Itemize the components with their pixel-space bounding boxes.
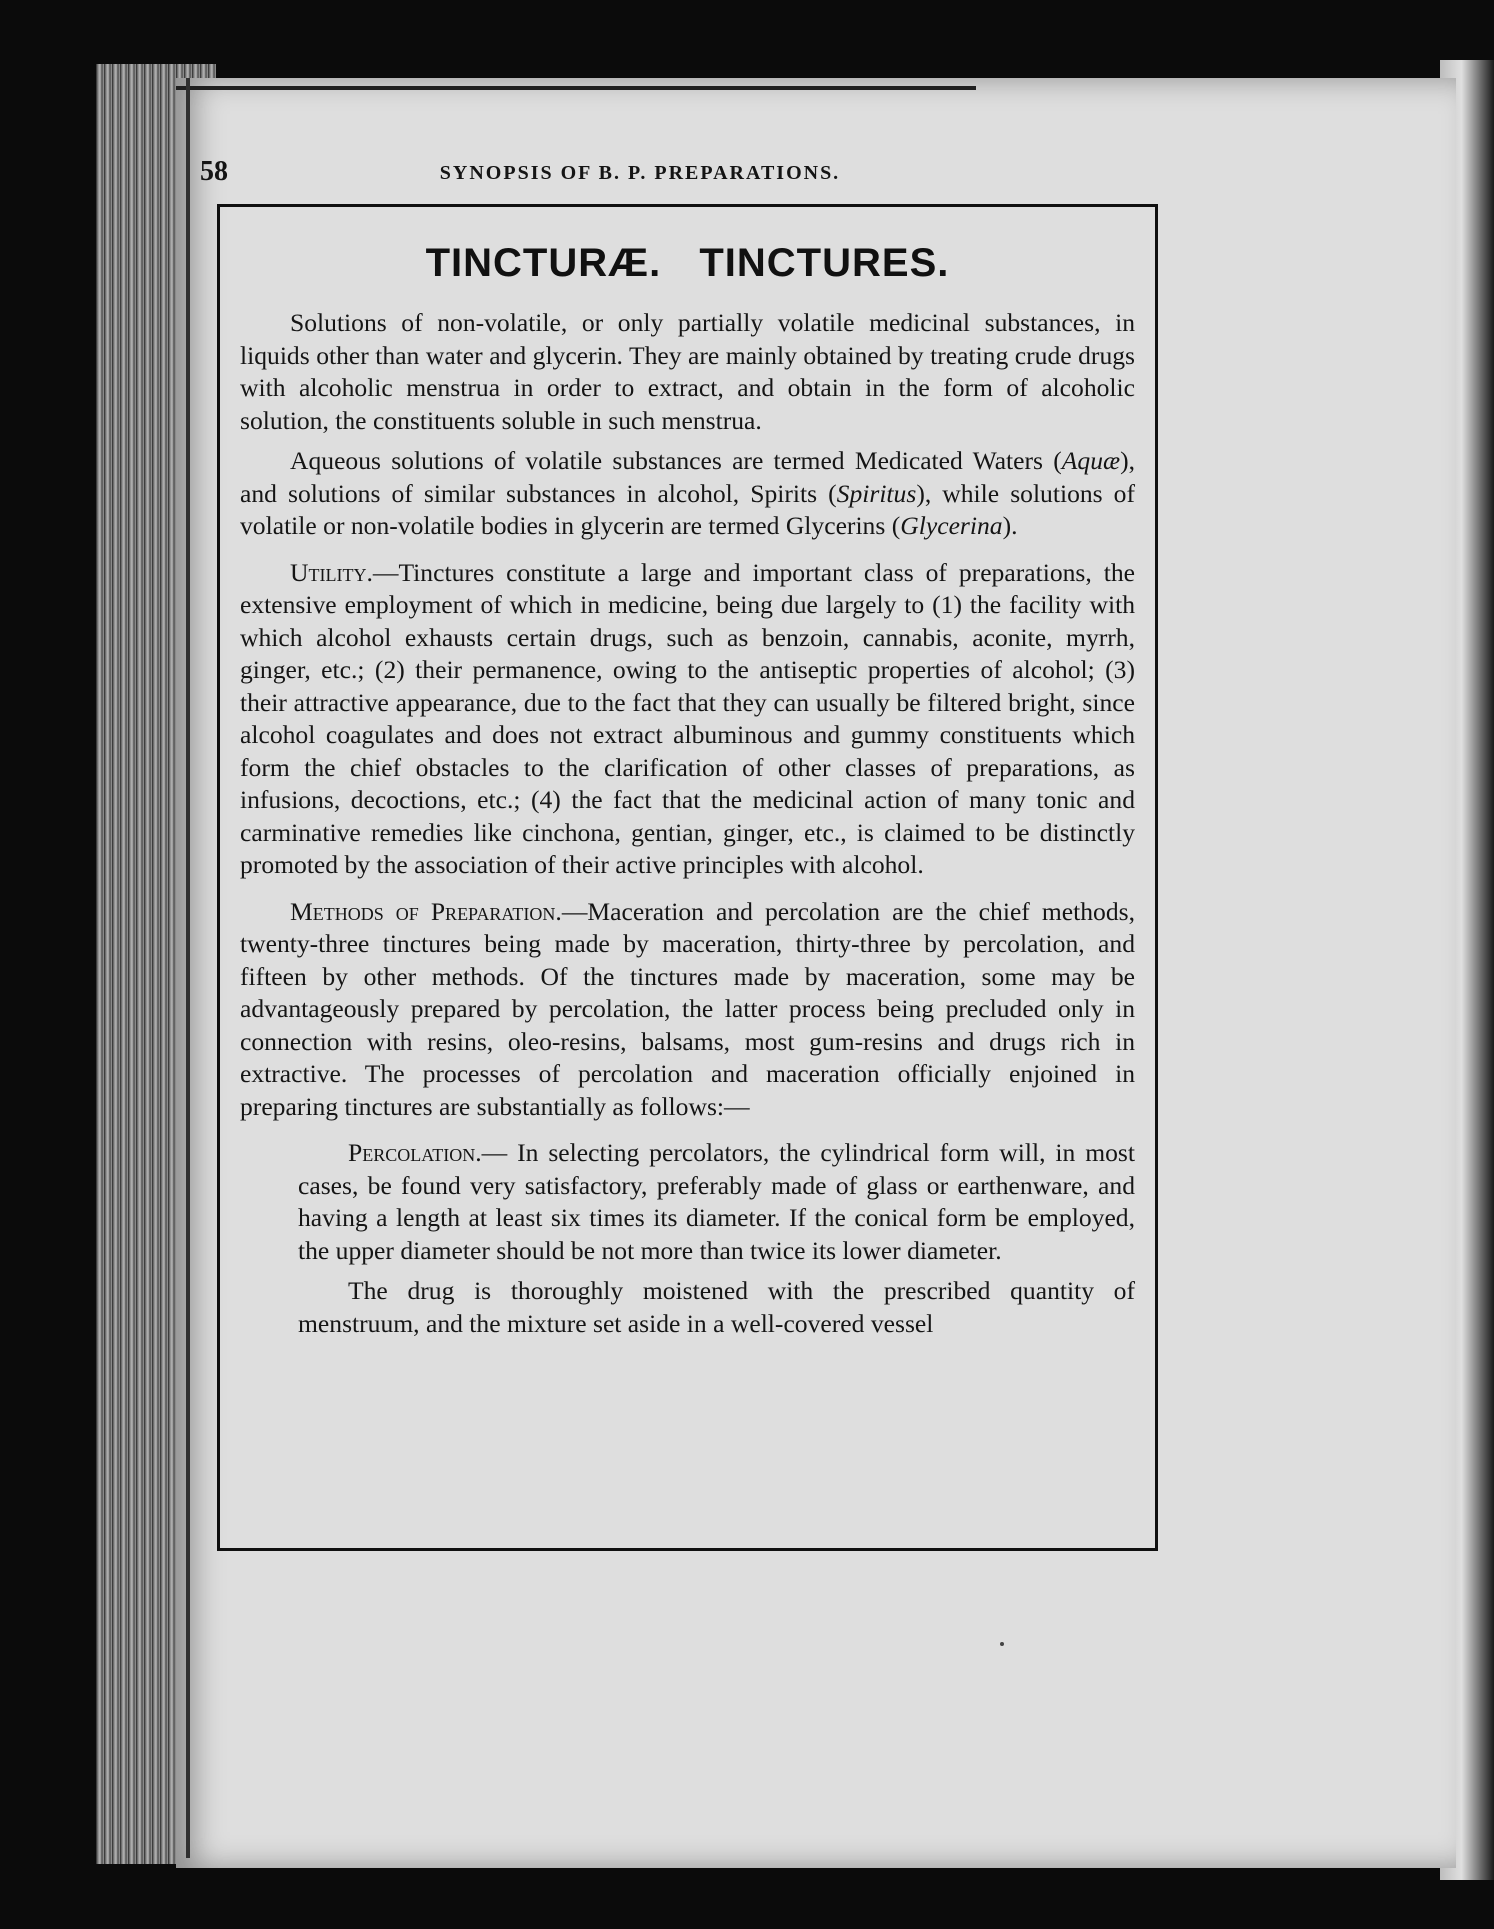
- text-run: —Maceration and percolation are the chief methods, twenty-three tinctures being made by maceration, thirty-three by percolation, and fifteen by other methods. Of the tinctures made by maceration, some may be advantageously prepared by percolation, the latter process being precluded only in connection with resins, oleo-resins, balsams, most gum-resins and drugs rich in extractive. The processes of percolation and maceration officially enjoined in preparing tinctures are substantially as follows:—: [240, 896, 1135, 1121]
- text-run: —Tinctures constitute a large and important class of preparations, the extensive employment of which in medicine, being due largely to (1) the facility with which alcohol exhausts certain drugs, such as benzoin, cannabis, aconite, myrrh, ginger, etc.; (2) their permanence, owing to the antiseptic properties of alcohol; (3) their attractive appearance, due to the fact that they can usually be filtered bright, since alcohol coagulates and does not extract albuminous and gummy constituents which form the chief obstacles to the clarification of other classes of preparations, as infusions, decoctions, etc.; (4) the fact that the medicinal action of many tonic and carminative remedies like cinchona, gentian, ginger, etc., is claimed to be distinctly promoted by the association of their active principles with alcohol.: [240, 557, 1135, 879]
- paragraph-percolation: [298, 1137, 1135, 1267]
- paragraph-related-forms: [240, 445, 1135, 543]
- running-title: SYNOPSIS OF B. P. PREPARATIONS.: [439, 162, 841, 184]
- latin-term-aquae: Aquæ: [1061, 446, 1121, 475]
- latin-term-glycerina: Glycerina: [900, 511, 1003, 540]
- section-heading: TINCTURÆ. TINCTURES.: [425, 241, 950, 285]
- page-speck: [1000, 1642, 1004, 1646]
- page-top-rule: [176, 86, 976, 90]
- running-head: [200, 156, 1080, 196]
- run-in-heading-percolation: Percolation.: [348, 1138, 482, 1167]
- run-in-heading-utility: Utility.: [290, 557, 373, 587]
- latin-term-spiritus: Spiritus: [836, 478, 917, 508]
- page-left-rule: [186, 78, 190, 1858]
- text-run: ), while solutions of volatile or non-volatile bodies in glycerin are termed Glycerins (: [240, 478, 1135, 540]
- text-run: ).: [1002, 511, 1018, 540]
- text-run: ), and solutions of similar substances in alcohol, Spirits (: [240, 446, 1135, 508]
- page-number: 58: [200, 156, 228, 187]
- paragraph-methods: [240, 896, 1135, 1124]
- paragraph-drug-moistened: The drug is thoroughly moistened with the prescribed quantity of menstruum, and the mixture set aside in a well-covered vessel: [298, 1276, 1135, 1338]
- content-frame: [217, 204, 1158, 1551]
- run-in-heading-methods: Methods of Preparation.: [290, 896, 562, 926]
- paragraph-definition: Solutions of non-volatile, or only partially volatile medicinal substances, in liquids other than water and glycerin. They are mainly obtained by treating crude drugs with alcoholic menstrua in order to extract, and obtain in the form of alcoholic solution, the constituents soluble in such menstrua.: [240, 308, 1135, 435]
- text-run: — In selecting percolators, the cylindrical form will, in most cases, be found very satisfactory, preferably made of glass or earthenware, and having a length at least six times its diameter. If the conical form be employed, the upper diameter should be not more than twice its lower diameter.: [298, 1138, 1135, 1265]
- paragraph-utility: [240, 557, 1135, 882]
- body-text: [240, 307, 1135, 1348]
- text-run: Aqueous solutions of volatile substances are termed Medicated Waters (: [290, 446, 1062, 475]
